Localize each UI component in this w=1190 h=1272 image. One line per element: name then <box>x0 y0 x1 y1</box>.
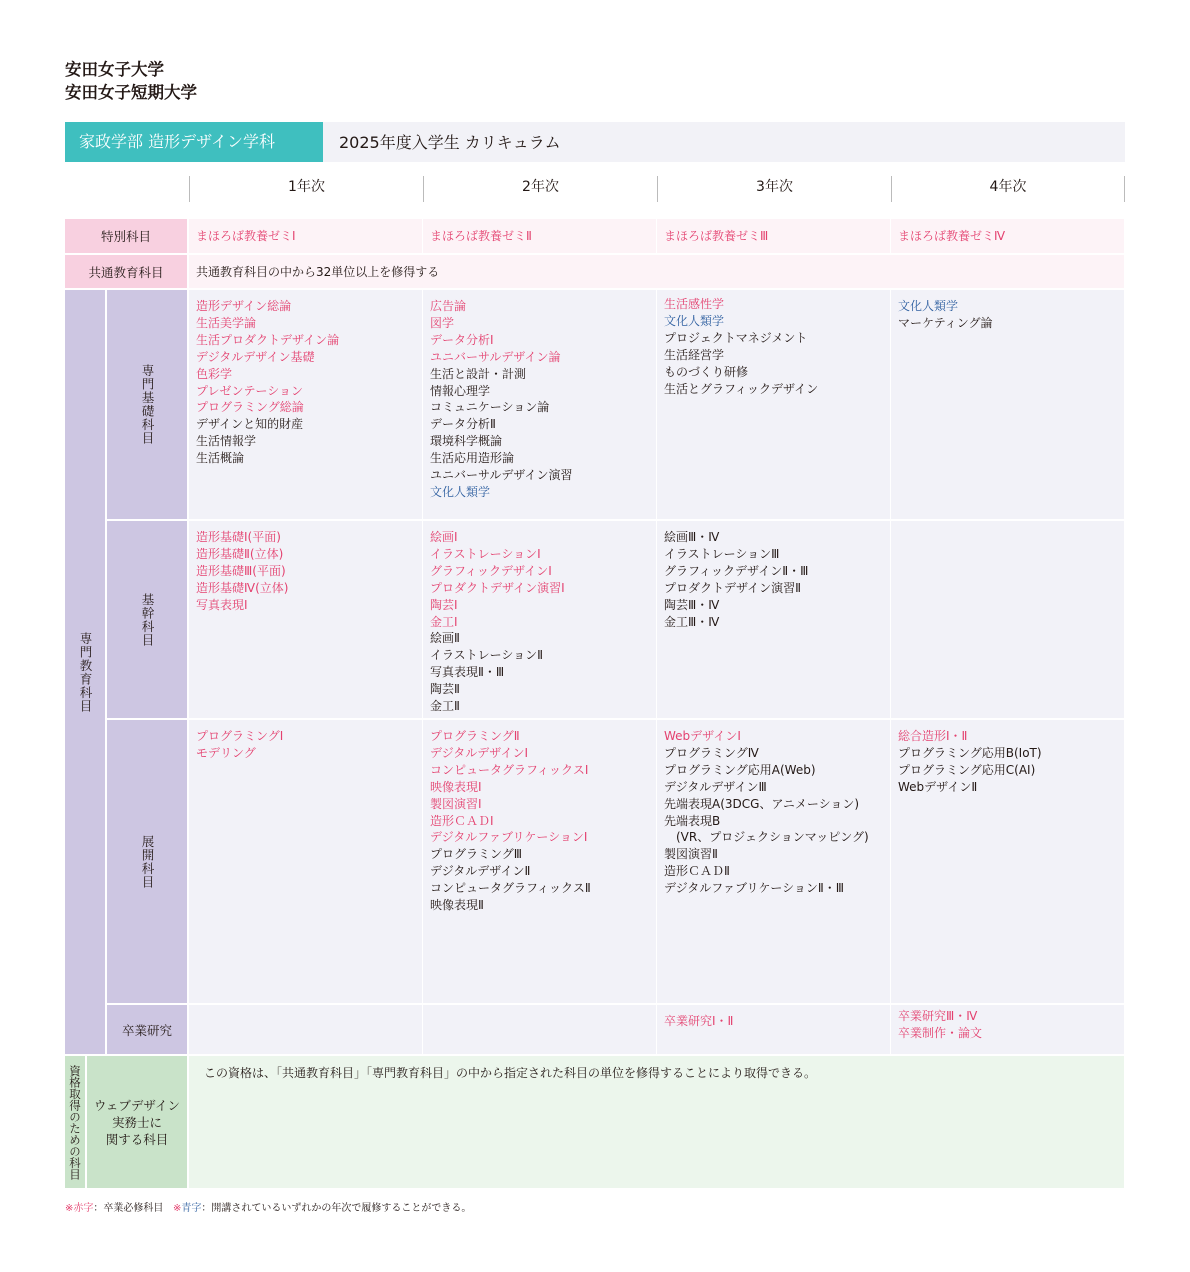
course-item: 映像表現Ⅱ <box>430 898 484 913</box>
course-item: 写真表現Ⅰ <box>196 597 248 612</box>
course-item: グラフィックデザインⅡ・Ⅲ <box>664 563 809 578</box>
special-item: まほろば教養ゼミⅢ <box>664 229 769 243</box>
special-y4 <box>891 219 1124 253</box>
course-item: WebデザインⅡ <box>898 779 978 794</box>
special-subjects-label: 特別科目 <box>65 219 187 253</box>
course-item: デザインと知的財産 <box>196 417 304 432</box>
special-y2 <box>423 219 656 253</box>
course-item: 絵画Ⅱ <box>430 631 460 646</box>
curriculum-title: 2025年度入学生 カリキュラム <box>339 133 561 152</box>
basic-y4 <box>891 290 1124 519</box>
footnote-mark-2: ※ <box>172 1203 182 1214</box>
year-header-3: 3年次 <box>657 176 891 202</box>
special-y3 <box>657 219 890 253</box>
common-education-label: 共通教育科目 <box>65 255 187 288</box>
course-item: プログラミング応用B(IoT) <box>898 745 1042 760</box>
core-y2 <box>423 521 656 718</box>
course-item: プロダクトデザイン演習Ⅱ <box>664 580 802 595</box>
course-item: データ分析Ⅰ <box>430 332 494 347</box>
category-basic-label <box>107 290 187 519</box>
course-item: プログラミング総論 <box>196 400 304 415</box>
course-item: プロジェクトマネジメント <box>664 330 808 345</box>
title-bar <box>65 122 1125 162</box>
course-item: プログラミング応用C(AI) <box>898 762 1036 777</box>
course-item: コンピュータグラフィックスⅡ <box>430 881 591 896</box>
category-core-label-text: 基幹科目 <box>140 592 155 647</box>
dev-y1 <box>189 720 422 1003</box>
course-item: (VR、プロジェクションマッピング) <box>664 830 869 845</box>
course-item: ユニバーサルデザイン演習 <box>430 468 573 483</box>
course-item: 生活とグラフィックデザイン <box>664 381 819 396</box>
qualification-sub-1: ウェブデザイン <box>93 1097 181 1113</box>
grad-y3 <box>657 1005 890 1054</box>
course-item: コミュニケーション論 <box>430 400 550 415</box>
major-education-label <box>65 290 105 1054</box>
special-item: まほろば教養ゼミⅠ <box>196 229 296 243</box>
dev-y2 <box>423 720 656 1003</box>
course-item: 卒業研究Ⅰ・Ⅱ <box>664 1014 734 1028</box>
department-title: 家政学部 造形デザイン学科 <box>65 122 323 162</box>
core-y4 <box>891 521 1124 718</box>
special-item: まほろば教養ゼミⅡ <box>430 229 532 243</box>
course-item: 絵画Ⅲ・Ⅳ <box>664 530 720 544</box>
special-y1 <box>189 219 422 253</box>
course-item: 造形基礎Ⅱ(立体) <box>196 546 284 561</box>
university-name-2: 安田女子短期大学 <box>65 83 197 102</box>
course-item: デジタルファブリケーションⅡ・Ⅲ <box>664 881 845 896</box>
common-note-text: 共通教育科目の中から32単位以上を修得する <box>196 265 440 279</box>
course-item: 造形ＣＡＤⅡ <box>664 864 730 879</box>
course-item: 生活経営学 <box>664 347 725 362</box>
grad-y2 <box>423 1005 656 1054</box>
course-item: 金工Ⅲ・Ⅳ <box>664 614 720 629</box>
grad-y4 <box>891 1005 1124 1054</box>
qualification-label <box>65 1056 85 1188</box>
course-item: 卒業研究Ⅲ・Ⅳ <box>898 1009 978 1023</box>
footnote-red-desc: ：卒業必修科目 <box>93 1203 164 1214</box>
footnote-mark-1: ※ <box>65 1203 74 1214</box>
course-item: 文化人類学 <box>898 299 959 313</box>
category-dev-label-text: 展開科目 <box>140 834 155 889</box>
course-item: 絵画Ⅰ <box>430 530 458 544</box>
course-item: デジタルデザインⅠ <box>430 745 528 760</box>
course-item: ものづくり研修 <box>664 364 749 379</box>
course-item: 文化人類学 <box>664 313 725 328</box>
category-grad-label: 卒業研究 <box>107 1005 187 1054</box>
course-item: 先端表現A(3DCG、アニメーション) <box>664 796 860 811</box>
course-item: 陶芸Ⅰ <box>430 597 458 612</box>
course-item: 情報心理学 <box>430 383 491 398</box>
course-item: 卒業制作・論文 <box>898 1025 983 1040</box>
course-item: 製図演習Ⅱ <box>664 847 718 862</box>
course-item: 写真表現Ⅱ・Ⅲ <box>430 665 505 680</box>
course-item: 造形デザイン総論 <box>196 299 292 313</box>
course-item: イラストレーションⅡ <box>430 648 544 663</box>
common-education-note <box>189 255 1124 288</box>
course-item: 広告論 <box>430 299 467 313</box>
footnote <box>65 1199 471 1214</box>
university-names <box>65 58 197 104</box>
basic-y2 <box>423 290 656 519</box>
course-item: 生活概論 <box>196 451 245 466</box>
course-item: データ分析Ⅱ <box>430 417 496 432</box>
course-item: 生活感性学 <box>664 297 725 311</box>
year-header-2: 2年次 <box>423 176 657 202</box>
course-item: 陶芸Ⅲ・Ⅳ <box>664 597 720 612</box>
course-item: ユニバーサルデザイン論 <box>430 349 561 364</box>
course-item: デジタルデザイン基礎 <box>196 349 315 364</box>
special-item: まほろば教養ゼミⅣ <box>898 229 1006 243</box>
basic-y3 <box>657 290 890 519</box>
course-item: マーケティング論 <box>898 315 993 330</box>
course-item: イラストレーションⅠ <box>430 546 541 561</box>
year-header-4: 4年次 <box>891 176 1125 202</box>
course-item: プログラミング応用A(Web) <box>664 762 816 777</box>
course-item: 造形ＣＡＤⅠ <box>430 813 494 828</box>
footnote-blue-desc: ：開講されているいずれかの年次で履修することができる。 <box>201 1203 472 1214</box>
category-dev-label <box>107 720 187 1003</box>
course-item: 総合造形Ⅰ・Ⅱ <box>898 729 968 743</box>
course-item: 造形基礎Ⅰ(平面) <box>196 530 281 544</box>
course-item: 文化人類学 <box>430 484 491 499</box>
course-item: 製図演習Ⅰ <box>430 796 482 811</box>
course-item: モデリング <box>196 745 256 760</box>
course-item: 生活プロダクトデザイン論 <box>196 332 340 347</box>
core-y1 <box>189 521 422 718</box>
course-item: 生活と設計・計測 <box>430 366 527 381</box>
course-item: 造形基礎Ⅳ(立体) <box>196 580 289 595</box>
qualification-sub-2: 実務士に <box>111 1114 162 1130</box>
footnote-red-label: 赤字 <box>73 1203 94 1214</box>
course-item: 先端表現B <box>664 813 721 828</box>
dev-y4 <box>891 720 1124 1003</box>
course-item: イラストレーションⅢ <box>664 546 780 561</box>
course-item: プレゼンテーション <box>196 383 304 398</box>
course-item: 生活美学論 <box>196 315 257 330</box>
course-item: 金工Ⅰ <box>430 614 458 629</box>
course-item: デジタルファブリケーションⅠ <box>430 830 588 845</box>
course-item: 環境科学概論 <box>430 434 503 449</box>
dev-y3 <box>657 720 890 1003</box>
course-item: 造形基礎Ⅲ(平面) <box>196 563 286 578</box>
course-item: プログラミングⅢ <box>430 847 523 862</box>
course-item: コンピュータグラフィックスⅠ <box>430 762 589 777</box>
course-item: 生活応用造形論 <box>430 451 515 466</box>
course-item: デジタルデザインⅡ <box>430 864 531 879</box>
course-item: 映像表現Ⅰ <box>430 779 482 794</box>
course-item: デジタルデザインⅢ <box>664 779 767 794</box>
course-item: 金工Ⅱ <box>430 699 460 714</box>
category-basic-label-text: 専門基礎科目 <box>140 364 155 445</box>
course-item: プログラミングⅣ <box>664 745 759 760</box>
course-item: 図学 <box>430 315 455 330</box>
core-y3 <box>657 521 890 718</box>
course-item: 色彩学 <box>196 366 233 381</box>
grad-y1 <box>189 1005 422 1054</box>
footnote-blue-label: 青字 <box>181 1203 202 1214</box>
course-item: グラフィックデザインⅠ <box>430 563 552 578</box>
year-header-1: 1年次 <box>189 176 423 202</box>
basic-y1 <box>189 290 422 519</box>
major-education-label-text: 専門教育科目 <box>78 631 93 713</box>
course-item: 陶芸Ⅱ <box>430 682 460 697</box>
category-core-label <box>107 521 187 718</box>
course-item: WebデザインⅠ <box>664 729 741 743</box>
qualification-note: この資格は、「共通教育科目」「専門教育科目」の中から指定された科目の単位を修得することにより取得できる。 <box>189 1056 1124 1188</box>
course-item: プログラミングⅡ <box>430 729 520 743</box>
qualification-subject-label <box>87 1056 187 1188</box>
qualification-label-text: 資格取得のための科目 <box>68 1064 82 1180</box>
course-item: 生活情報学 <box>196 434 257 449</box>
course-item: プロダクトデザイン演習Ⅰ <box>430 580 565 595</box>
qualification-sub-3: 関する科目 <box>105 1131 169 1147</box>
course-item: プログラミングⅠ <box>196 729 284 743</box>
university-name-1: 安田女子大学 <box>65 60 164 79</box>
